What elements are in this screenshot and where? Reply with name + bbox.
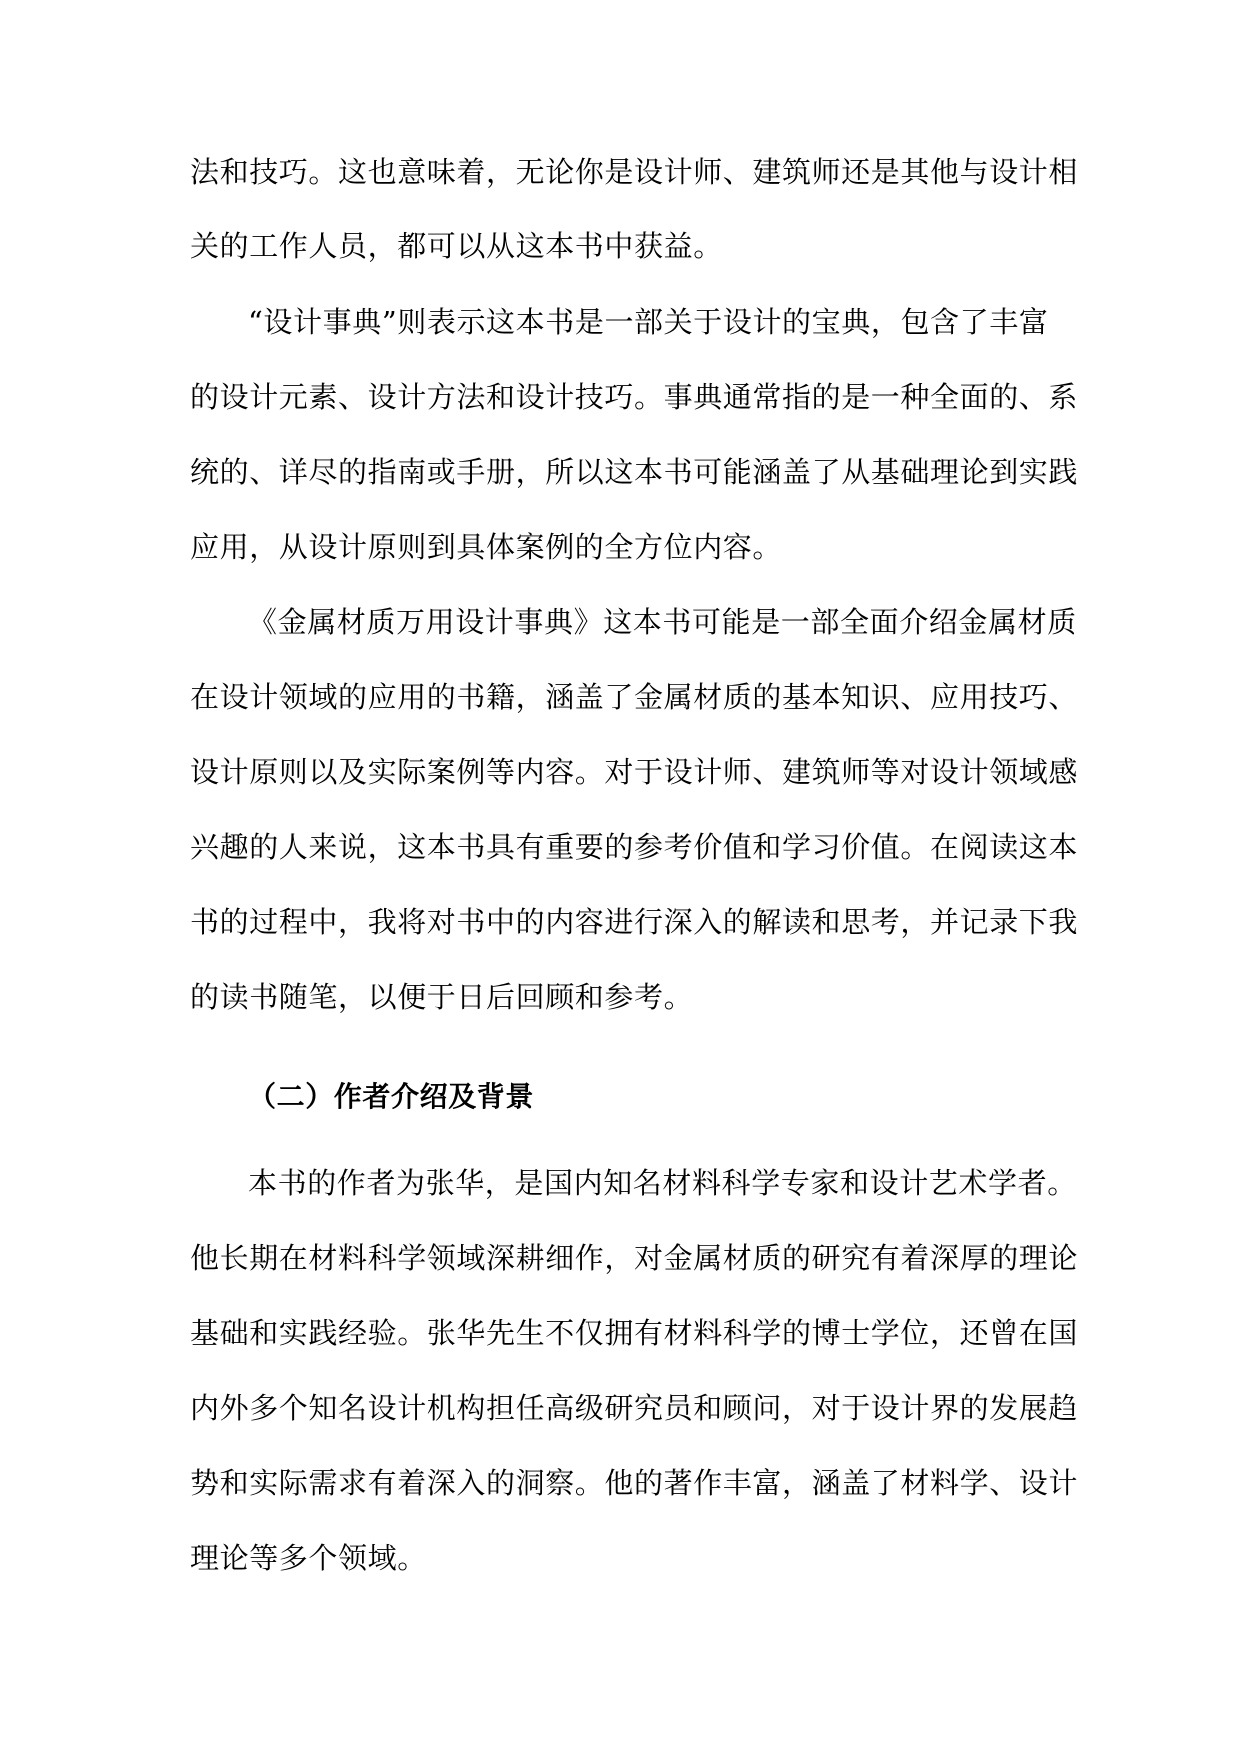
paragraph-line: 设计原则以及实际案例等内容。对于设计师、建筑师等对设计领域感 (190, 755, 1079, 789)
paragraph-line: 本书的作者为张华，是国内知名材料科学专家和设计艺术学者。 (248, 1166, 1077, 1200)
paragraph-line: 势和实际需求有着深入的洞察。他的著作丰富，涵盖了材料学、设计 (190, 1466, 1079, 1500)
paragraph-line: 《金属材质万用设计事典》这本书可能是一部全面介绍金属材质 (248, 605, 1077, 639)
paragraph-line: 他长期在材料科学领域深耕细作，对金属材质的研究有着深厚的理论 (190, 1241, 1079, 1275)
paragraph-line: 内外多个知名设计机构担任高级研究员和顾问，对于设计界的发展趋 (190, 1391, 1079, 1425)
paragraph-line: 统的、详尽的指南或手册，所以这本书可能涵盖了从基础理论到实践 (190, 455, 1079, 489)
section-heading: （二）作者介绍及背景 (248, 1080, 535, 1113)
paragraph-line: 的读书随笔，以便于日后回顾和参考。 (190, 980, 694, 1014)
paragraph-line: 的设计元素、设计方法和设计技巧。事典通常指的是一种全面的、系 (190, 380, 1079, 414)
paragraph-line: 法和技巧。这也意味着，无论你是设计师、建筑师还是其他与设计相 (190, 155, 1079, 189)
paragraph-line: 关的工作人员，都可以从这本书中获益。 (190, 229, 723, 263)
paragraph-line: 在设计领域的应用的书籍，涵盖了金属材质的基本知识、应用技巧、 (190, 680, 1079, 714)
paragraph-line: 书的过程中，我将对书中的内容进行深入的解读和思考，并记录下我 (190, 905, 1079, 939)
paragraph-line: 理论等多个领域。 (190, 1541, 427, 1575)
paragraph-line: 应用，从设计原则到具体案例的全方位内容。 (190, 530, 783, 564)
paragraph-line: “设计事典”则表示这本书是一部关于设计的宝典，包含了丰富 (248, 305, 1049, 339)
paragraph-line: 基础和实践经验。张华先生不仅拥有材料科学的博士学位，还曾在国 (190, 1316, 1079, 1350)
paragraph-line: 兴趣的人来说，这本书具有重要的参考价值和学习价值。在阅读这本 (190, 830, 1079, 864)
